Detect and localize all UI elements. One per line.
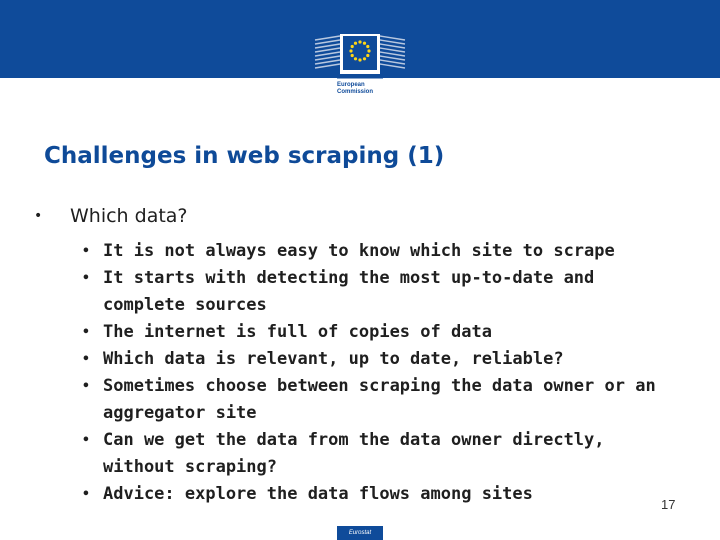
bullet-dot-icon: • xyxy=(82,244,90,259)
bullet-dot-icon: • xyxy=(82,325,90,340)
bullet-dot-icon: • xyxy=(82,352,90,367)
list-item xyxy=(82,481,682,508)
list-item-text: Which data is relevant, up to date, reliable? xyxy=(103,349,564,369)
list-item xyxy=(82,238,682,265)
list-item xyxy=(82,265,682,319)
eurostat-badge: Eurostat xyxy=(337,526,383,540)
list-item xyxy=(82,346,682,373)
logo-text-line2: Commission xyxy=(337,89,374,95)
list-item-text: It starts with detecting the most up-to-date and complete sources xyxy=(103,268,595,315)
page-number: 17 xyxy=(661,497,676,512)
list-item-text: Sometimes choose between scraping the data owner or an aggregator site xyxy=(103,376,656,423)
bullet-text: Which data? xyxy=(70,205,188,227)
list-item xyxy=(82,427,682,481)
bullet-dot-icon: • xyxy=(82,487,90,502)
list-item xyxy=(82,373,682,427)
bullet-dot-icon: • xyxy=(82,433,90,448)
logo-text-line1: European xyxy=(337,82,365,88)
list-item xyxy=(82,319,682,346)
list-item-text: Can we get the data from the data owner directly, without scraping? xyxy=(103,430,605,477)
european-commission-logo xyxy=(310,16,410,102)
bullet-dot-icon: • xyxy=(82,271,90,286)
bullet-which-data xyxy=(34,205,188,227)
list-item-text: It is not always easy to know which site to scrape xyxy=(103,241,615,261)
bullet-dot-icon: • xyxy=(34,208,43,224)
bullet-dot-icon: • xyxy=(82,379,90,394)
slide-title: Challenges in web scraping (1) xyxy=(44,143,445,169)
subbullet-list xyxy=(82,238,682,508)
list-item-text: The internet is full of copies of data xyxy=(103,322,492,342)
berlaymont-building-icon xyxy=(310,16,410,82)
logo-text xyxy=(337,82,373,96)
list-item-text: Advice: explore the data flows among sites xyxy=(103,484,533,504)
